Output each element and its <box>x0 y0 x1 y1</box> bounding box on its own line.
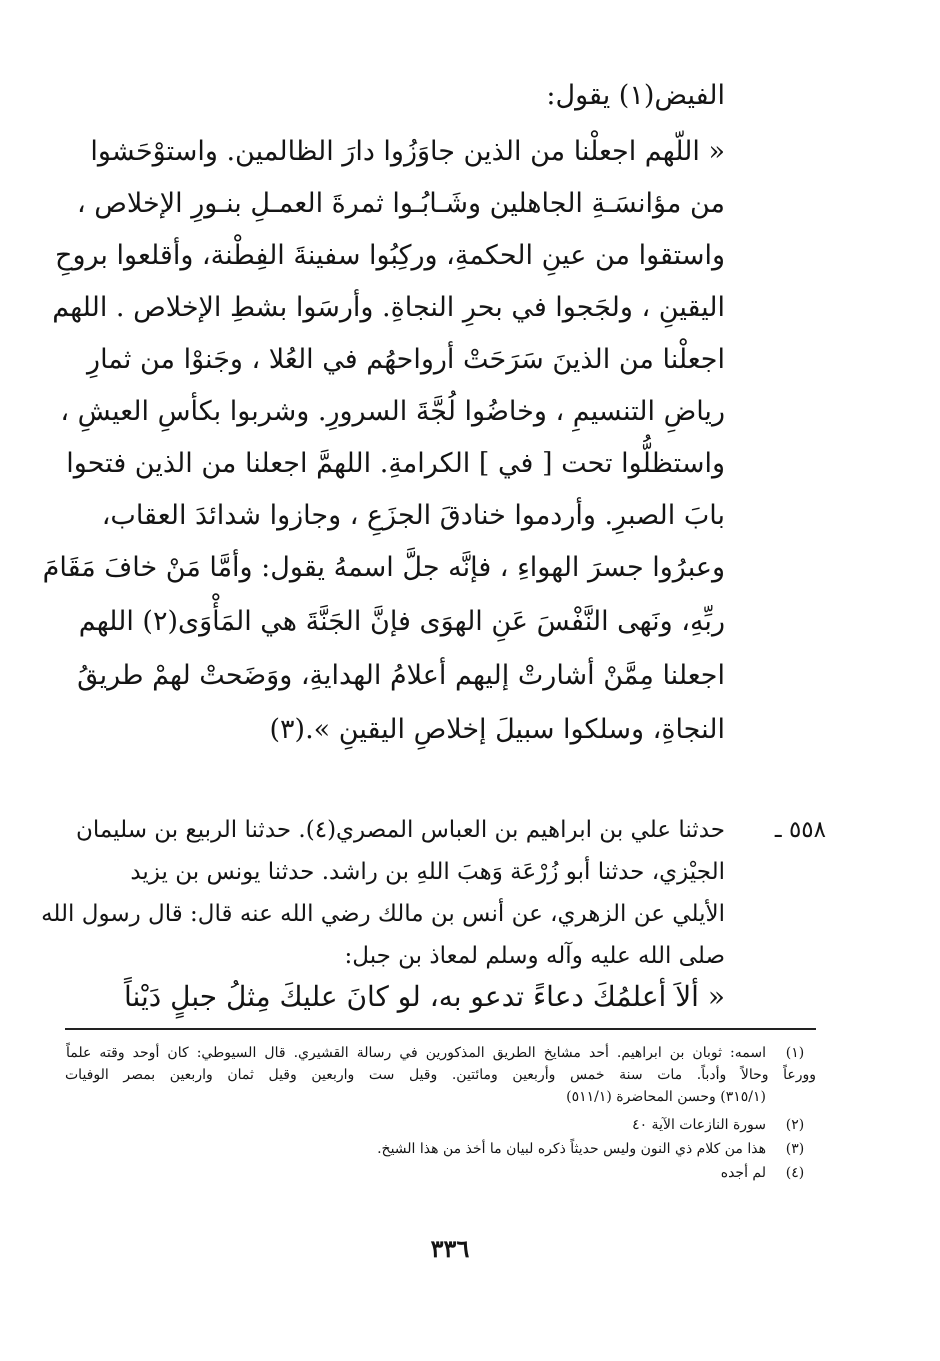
footnote-divider <box>65 1028 816 1030</box>
main-text-line: من مؤانسَـةِ الجاهلين وشَـابُـوا ثمرةَ العمـلِ بنـورِ الإخلاص ، <box>76 188 725 219</box>
footnote-number: (٢) <box>785 1117 805 1133</box>
main-text-line: اليقينِ ، ولجَجوا في بحرِ النجاةِ. وأرسَوا بشطِ الإخلاص . اللهم <box>52 292 725 323</box>
hadith-line: الأيلي عن الزهري، عن أنس بن مالك رضي الله عنه قال: قال رسول الله <box>41 901 725 927</box>
footnote-text: اسمه: ثوبان بن ابراهيم. أحد مشايخ الطريق المذكورين في رسالة القشيري. قال السيوطي: كان أوحد وقته علماً <box>66 1045 766 1061</box>
main-text-line: رياضِ التنسيمِ ، وخاضُوا لُجَّةَ السرورِ. وشربوا بكأسِ العيشِ ، <box>60 396 725 427</box>
main-text-line: النجاةِ، وسلكوا سبيلَ إخلاصِ اليقينِ ».(٣) <box>269 714 725 745</box>
footnote-number: (٣) <box>785 1141 805 1157</box>
hadith-quote: « ألاَ أعلمُكَ دعاءً تدعو به، لو كانَ عليكَ مِثلُ جبلٍ دَيْناً <box>123 980 725 1013</box>
footnote-text: وورعاً وحالاً وأدباً. مات سنة خمس وأربعين ومائتين. وقيل ست واربعين وقيل ثمان واربعين بمصر الوفيات <box>65 1067 816 1083</box>
hadith-line: صلى الله عليه وآله وسلم لمعاذ بن جبل: <box>344 943 725 969</box>
footnote-text: هذا من كلام ذي النون وليس حديثاً ذكره لبيان ما أخذ من هذا الشيخ. <box>377 1141 766 1157</box>
footnote-4 <box>65 1162 816 1184</box>
main-text-line: ربِّهِ، ونَهى النَّفْسَ عَنِ الهوَى فإنَّ الجَنَّةَ هي المَأْوَى(٢) اللهم <box>78 606 725 637</box>
page-number: ٣٣٦ <box>430 1234 470 1263</box>
footnote-3 <box>65 1138 816 1160</box>
main-text-line: اجعلْنا من الذينَ سَرَحَتْ أرواحهُم في العُلا ، وجَنوْا من ثمارِ <box>87 344 725 375</box>
footnote-number: (١) <box>785 1045 805 1061</box>
hadith-number: ٥٥٨ ـ <box>774 817 826 843</box>
footnote-text: لم أجده <box>720 1165 766 1181</box>
footnote-2 <box>65 1114 816 1136</box>
main-text-line: بابَ الصبرِ. وأردموا خنادقَ الجزَعِ ، وجازوا شدائدَ العقاب، <box>101 500 725 531</box>
opening-line: الفيض(١) يقول: <box>546 80 725 111</box>
main-text-line: اجعلنا مِمَّنْ أشارتْ إليهم أعلامُ الهدايةِ، ووَضَحتْ لهمْ طريقُ <box>77 660 725 691</box>
footnote-1-continued <box>65 1064 816 1086</box>
hadith-line: الجيْزي، حدثنا أبو زُرْعَة وَهبَ اللهِ بن راشد. حدثنا يونس بن يزيد <box>130 859 725 885</box>
main-text-line: واستقوا من عينِ الحكمةِ، وركِبُوا سفينةَ الفِطْنة، وأقلعوا بروحِ <box>55 240 725 271</box>
footnote-1-continued <box>65 1086 816 1108</box>
footnote-text: (٣١٥/١) وحسن المحاضرة (٥١١/١) <box>566 1089 766 1105</box>
main-text-line: « اللّهم اجعلْنا من الذين جاوَزُوا دارَ الظالمين. واستوْحَشوا <box>90 136 725 167</box>
footnote-text: سورة النازعات الآية ٤٠ <box>632 1117 766 1133</box>
main-text-line: وعبرُوا جسرَ الهواءِ ، فإنَّه جلَّ اسمهُ يقول: وأمَّا مَنْ خافَ مَقَامَ <box>42 552 725 583</box>
main-text-line: واستظلُّوا تحت [ في ] الكرامةِ. اللهمَّ اجعلنا من الذين فتحوا <box>66 448 725 479</box>
footnote-1 <box>65 1042 816 1064</box>
hadith-line: حدثنا علي بن ابراهيم بن العباس المصري(٤). حدثنا الربيع بن سليمان <box>75 817 725 843</box>
footnote-number: (٤) <box>785 1165 805 1181</box>
